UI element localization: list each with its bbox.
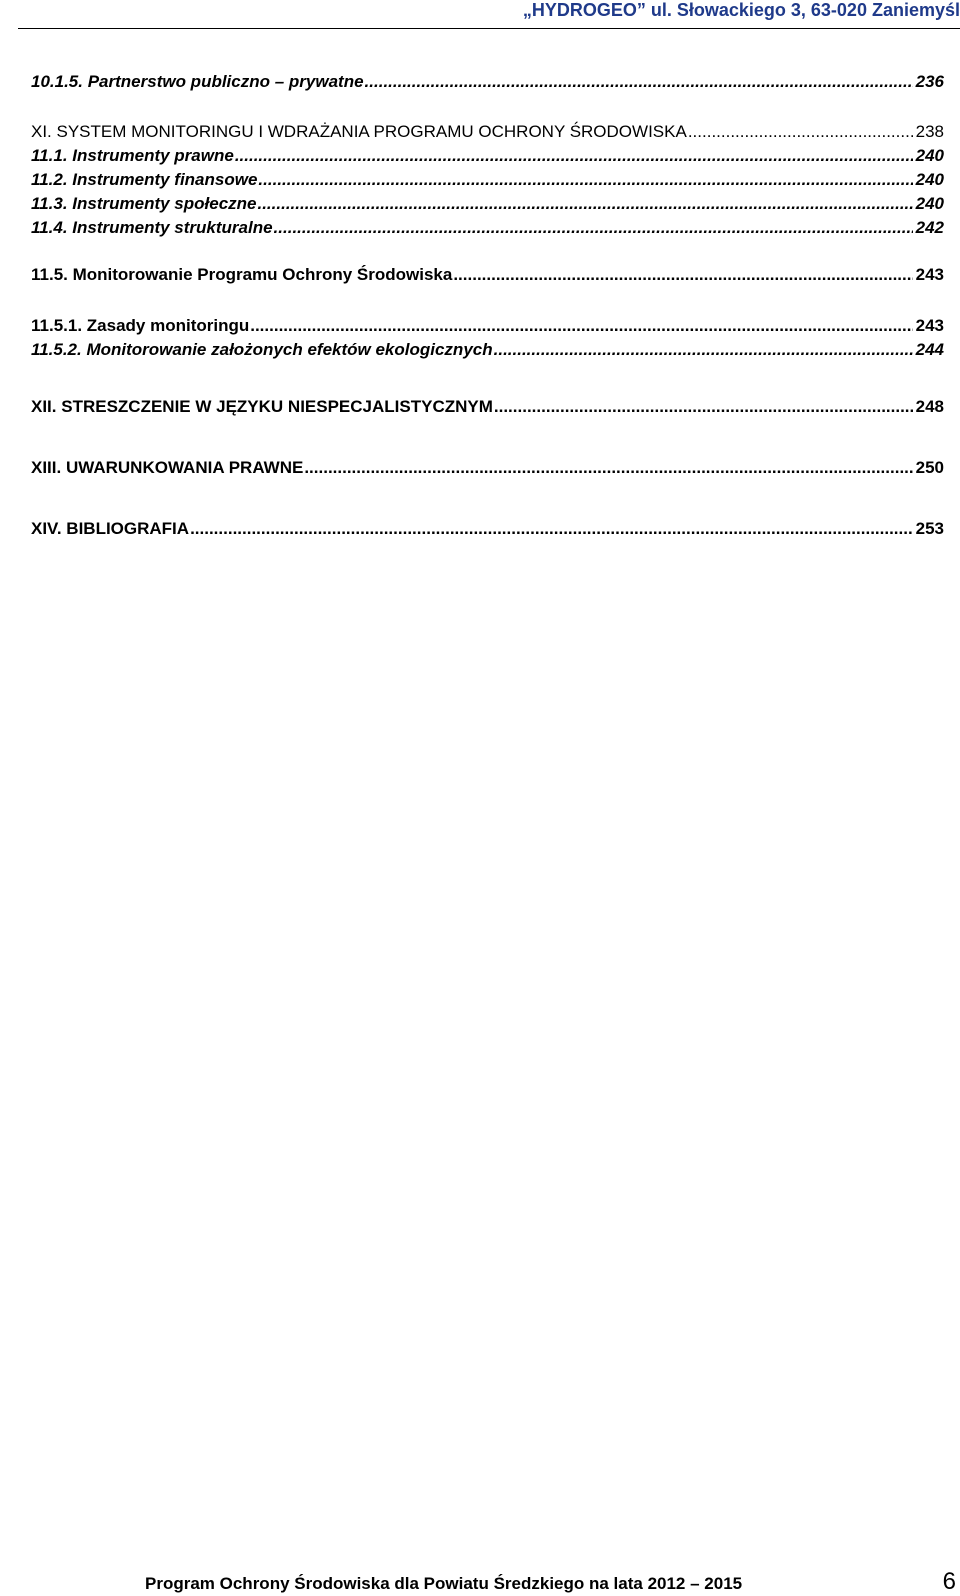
toc-entry-label: 11.5. Monitorowanie Programu Ochrony Środowiska — [31, 265, 453, 284]
toc-entry-label: 11.1. Instrumenty prawne — [31, 146, 234, 165]
footer-title: Program Ochrony Środowiska dla Powiatu Średzkiego na lata 2012 – 2015 — [145, 1574, 743, 1593]
toc-entry[interactable] — [31, 315, 944, 337]
toc-entry-page: 248 — [915, 397, 944, 416]
toc-entry[interactable] — [31, 264, 944, 286]
header-company-address: „HYDROGEO” ul. Słowackiego 3, 63-020 Zaniemyśl — [522, 0, 960, 20]
toc-entry-page: 240 — [915, 194, 944, 213]
footer-page-number: 6 — [942, 1568, 956, 1595]
toc-entry-label: 11.3. Instrumenty społeczne — [31, 194, 257, 213]
toc-entry[interactable] — [31, 518, 944, 540]
toc-leader — [235, 145, 913, 167]
header-rule — [18, 28, 960, 29]
toc-entry-label: XIII. UWARUNKOWANIA PRAWNE — [31, 458, 304, 477]
toc-entry[interactable] — [31, 193, 944, 215]
toc-entry[interactable] — [31, 71, 944, 93]
toc-leader — [190, 518, 913, 540]
toc-entry[interactable] — [31, 169, 944, 191]
toc-entry[interactable] — [31, 339, 944, 361]
toc-entry[interactable] — [31, 145, 944, 167]
toc-entry-page: 240 — [915, 146, 944, 165]
toc-leader — [257, 193, 912, 215]
toc-entry[interactable] — [31, 396, 944, 418]
toc-entry[interactable] — [31, 217, 944, 239]
toc-entry-label: XIV. BIBLIOGRAFIA — [31, 519, 190, 538]
toc-leader — [494, 339, 913, 361]
toc-entry-page: 250 — [915, 458, 944, 477]
toc-leader — [365, 71, 913, 93]
toc-entry-label: 11.5.1. Zasady monitoringu — [31, 316, 250, 335]
toc-leader — [250, 315, 912, 337]
toc-entry-page: 243 — [915, 265, 944, 284]
toc-leader — [258, 169, 912, 191]
toc-entry[interactable] — [31, 457, 944, 479]
toc-entry-label: XI. SYSTEM MONITORINGU I WDRAŻANIA PROGRAMU OCHRONY ŚRODOWISKA — [31, 122, 687, 141]
toc-entry-label: 11.4. Instrumenty strukturalne — [31, 218, 273, 237]
toc-leader — [304, 457, 912, 479]
toc-entry-label: 11.5.2. Monitorowanie założonych efektów ekologicznych — [31, 340, 493, 359]
toc-entry-page: 238 — [915, 122, 944, 141]
toc-leader — [688, 121, 913, 143]
toc-entry-page: 244 — [915, 340, 944, 359]
toc-entry-page: 242 — [915, 218, 944, 237]
toc-entry-label: 11.2. Instrumenty finansowe — [31, 170, 258, 189]
toc-leader — [494, 396, 913, 418]
page-header — [0, 0, 960, 30]
toc-leader — [453, 264, 912, 286]
toc-entry-label: XII. STRESZCZENIE W JĘZYKU NIESPECJALISTYCZNYM — [31, 397, 493, 416]
toc-entry-page: 253 — [915, 519, 944, 538]
toc-entry-page: 236 — [915, 72, 944, 91]
toc-entry-page: 243 — [915, 316, 944, 335]
toc-entry-page: 240 — [915, 170, 944, 189]
toc-entry-label: 10.1.5. Partnerstwo publiczno – prywatne — [31, 72, 364, 91]
toc-leader — [274, 217, 913, 239]
toc-entry[interactable] — [31, 121, 944, 143]
